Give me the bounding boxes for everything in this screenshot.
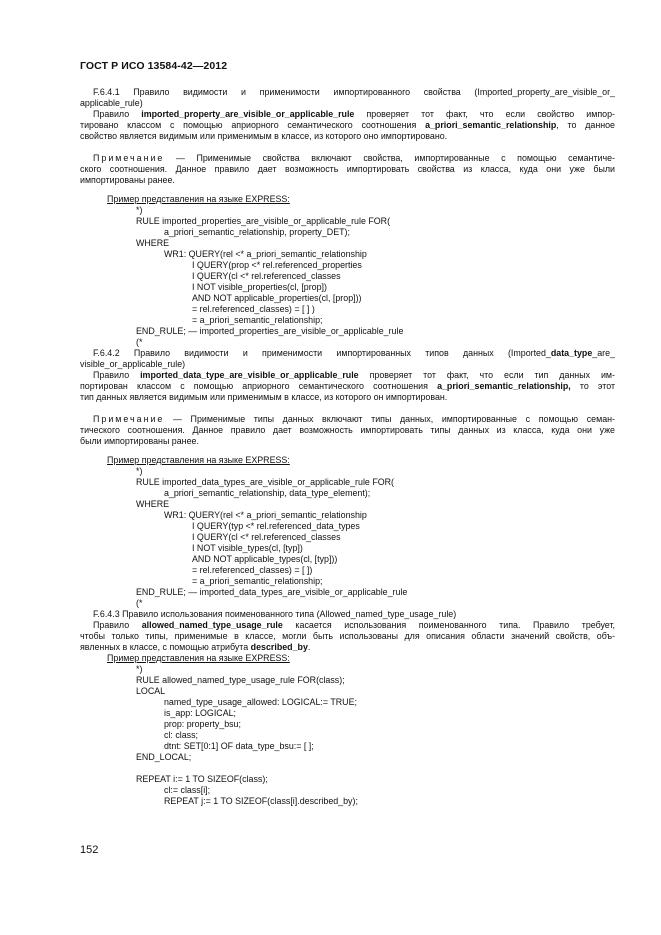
code-line: *) — [136, 466, 143, 476]
code-line: (* — [136, 598, 143, 608]
code-line: I QUERY(prop <* rel.referenced_properties — [192, 260, 362, 270]
paragraph-line: портирован классом с помощью априорного семантического соотношения a_priori_semantic_relationship, то этот — [80, 381, 616, 391]
rule-name: allowed_named_type_usage_rule — [141, 620, 283, 630]
code-line: RULE allowed_named_type_usage_rule FOR(class); — [136, 675, 345, 685]
note-line: Примечание — Применимые свойства включают свойства, импортированные с помощью семантиче- — [93, 153, 615, 163]
code-line: cl:= class[i]; — [164, 785, 211, 795]
code-line: cl: class; — [164, 730, 199, 740]
code-line: RULE imported_properties_are_visible_or_applicable_rule FOR( — [136, 216, 391, 226]
paragraph-line: тип данных является видимым или применимым в классе, из которого он импортирован. — [80, 392, 448, 402]
document-header: ГОСТ Р ИСО 13584-42—2012 — [80, 60, 228, 72]
code-line: = a_priori_semantic_relationship; — [192, 315, 323, 325]
paragraph-line: чтобы только типы, применимые в классе, могли быть использованы для описания области значений свойств, объ- — [80, 631, 615, 641]
code-line: dtnt: SET[0:1] OF data_type_bsu:= [ ]; — [164, 741, 314, 751]
code-line: RULE imported_data_types_are_visible_or_applicable_rule FOR( — [136, 477, 395, 487]
code-line: I NOT visible_properties(cl, [prop]) — [192, 282, 327, 292]
code-line: REPEAT j:= 1 TO SIZEOF(class[i].described_by); — [164, 796, 358, 806]
code-line: I QUERY(cl <* rel.referenced_classes — [192, 271, 341, 281]
note-line: были импортированы ранее. — [80, 436, 199, 446]
code-line: named_type_usage_allowed: LOGICAL:= TRUE; — [164, 697, 357, 707]
example-heading: Пример представления на языке EXPRESS: — [107, 194, 290, 204]
paragraph-line: Правило imported_data_type_are_visible_or_applicable_rule проверяет тот факт, что если тип данных им- — [93, 370, 615, 380]
paragraph-line: тировано классом с помощью априорного семантического соотношения a_priori_semantic_relationship, то данное — [80, 120, 615, 130]
code-line: AND NOT applicable_types(cl, [typ])) — [192, 554, 338, 564]
entity-name: a_priori_semantic_relationship — [425, 120, 557, 130]
code-line: = rel.referenced_classes) = [ ]) — [192, 565, 313, 575]
code-line: END_RULE; — imported_properties_are_visible_or_applicable_rule — [136, 326, 404, 336]
note-line: тического соотношения. Данное правило дает возможность импортировать типы данных из класса, куда они уже — [80, 425, 615, 435]
example-heading: Пример представления на языке EXPRESS: — [107, 455, 290, 465]
page-number: 152 — [80, 844, 99, 856]
rule-name: imported_data_type_are_visible_or_applicable_rule — [140, 370, 359, 380]
code-line: I QUERY(cl <* rel.referenced_classes — [192, 532, 341, 542]
code-line: REPEAT i:= 1 TO SIZEOF(class); — [136, 774, 268, 784]
code-line: a_priori_semantic_relationship, data_type_element); — [164, 488, 371, 498]
paragraph-line: Правило allowed_named_type_usage_rule касается использования поименованного типа. Правило требует, — [93, 620, 615, 630]
attribute-name: described_by — [250, 642, 308, 652]
rule-name: imported_property_are_visible_or_applicable_rule — [141, 109, 355, 119]
code-line: I NOT visible_types(cl, [typ]) — [192, 543, 303, 553]
section-title-f642: F.6.4.2 Правило видимости и применимости импортированных типов данных (Imported_data_type_are_ — [93, 348, 615, 358]
entity-name: a_priori_semantic_relationship, — [437, 381, 571, 391]
code-line: = rel.referenced_classes) = [ ] ) — [192, 304, 315, 314]
code-line: WR1: QUERY(rel <* a_priori_semantic_relationship — [164, 249, 367, 259]
code-line: WHERE — [136, 499, 170, 509]
paragraph-line: Правило imported_property_are_visible_or_applicable_rule проверяет тот факт, что если свойство импор- — [93, 109, 615, 119]
section-title-f641-cont: applicable_rule) — [80, 98, 143, 108]
section-title-f641: F.6.4.1 Правило видимости и применимости импортированного свойства (Imported_property_are_visible_or_ — [93, 87, 615, 97]
code-line: END_LOCAL; — [136, 752, 192, 762]
note-label: Примечание — [93, 153, 165, 163]
code-line: = a_priori_semantic_relationship; — [192, 576, 323, 586]
code-line: is_app: LOGICAL; — [164, 708, 237, 718]
code-line: AND NOT applicable_properties(cl, [prop])) — [192, 293, 362, 303]
code-line: I QUERY(typ <* rel.referenced_data_types — [192, 521, 360, 531]
code-line: WR1: QUERY(rel <* a_priori_semantic_relationship — [164, 510, 367, 520]
note-line: ского соотношения. Данное правило дает возможность импортировать свойства из класса, куда они уже были — [80, 164, 615, 174]
section-title-f643: F.6.4.3 Правило использования поименованного типа (Allowed_named_type_usage_rule) — [93, 609, 457, 619]
example-heading: Пример представления на языке EXPRESS: — [107, 653, 290, 663]
code-line: a_priori_semantic_relationship, property_DET); — [164, 227, 350, 237]
paragraph-line: свойство является видимым или применимым в классе, из которого оно импортировано. — [80, 131, 448, 141]
code-line: prop: property_bsu; — [164, 719, 241, 729]
code-line: WHERE — [136, 238, 170, 248]
note-line: Примечание — Применимые типы данных включают типы данных, импортированные с помощью семан- — [93, 414, 615, 424]
note-line: импортированы ранее. — [80, 175, 175, 185]
code-line: *) — [136, 664, 143, 674]
code-line: LOCAL — [136, 686, 166, 696]
note-label: Примечание — [93, 414, 165, 424]
paragraph-line: явленных в классе, с помощью атрибута described_by. — [80, 642, 311, 652]
code-line: END_RULE; — imported_data_types_are_visible_or_applicable_rule — [136, 587, 408, 597]
code-line: *) — [136, 205, 143, 215]
section-title-f642-cont: visible_or_applicable_rule) — [80, 359, 186, 369]
code-line: (* — [136, 337, 143, 347]
